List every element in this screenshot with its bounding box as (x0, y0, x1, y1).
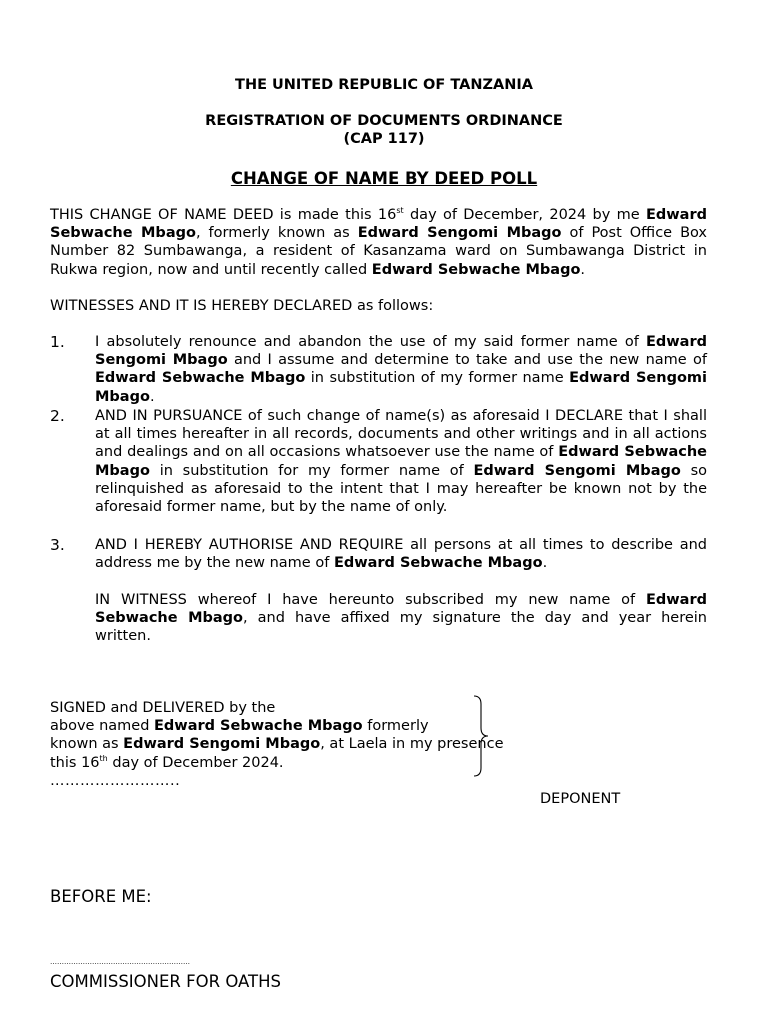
signed-line-1: SIGNED and DELIVERED by the (50, 700, 276, 716)
signed-line-3: known as Edward Sengomi Mbago, at Laela in my presence (50, 736, 504, 753)
signed-line-4: this 16th day of December 2024. (50, 753, 284, 771)
before-me-label: BEFORE ME: (50, 887, 152, 906)
commissioner-label: COMMISSIONER FOR OATHS (50, 972, 281, 991)
signed-block (50, 699, 530, 790)
item-1: I absolutely renounce and abandon the use of my said former name of Edward Sengomi Mbago and I assume and determine to take and use the new name of Edward Sebwache Mbago in substitution of my former name Edward Sengomi Mbago. (95, 334, 707, 405)
signed-line-2: above named Edward Sebwache Mbago formerly (50, 718, 429, 735)
signature-dots: …………………….. (50, 772, 181, 789)
declaration-line: WITNESSES AND IT IS HEREBY DECLARED as follows: (50, 298, 434, 314)
right-brace-icon (470, 694, 492, 778)
deponent-label: DEPONENT (540, 791, 621, 807)
item-number-1: 1. (50, 333, 65, 351)
item-2: AND IN PURSUANCE of such change of name(s) as aforesaid I DECLARE that I shall at all times hereafter in all records, documents and other writings and in all actions and dealings and on all occasions whatsoever use the name of Edward Sebwache Mbago in substitution for my former name of Edward Sengomi Mbago so relinquished as aforesaid to the intent that I may hereafter be known not by the aforesaid former name, but by the name of only. (95, 408, 708, 516)
item-3: AND I HEREBY AUTHORISE AND REQUIRE all persons at all times to describe and address me by the new name of Edward Sebwache Mbago. (95, 537, 707, 572)
witness-paragraph: IN WITNESS whereof I have hereunto subscribed my new name of Edward Sebwache Mbago, and have affixed my signature the day and year herein written. (95, 592, 707, 645)
item-number-3: 3. (50, 536, 65, 554)
commissioner-signature-line: …………………………………………………… (50, 958, 190, 966)
republic-heading: THE UNITED REPUBLIC OF TANZANIA (235, 77, 533, 93)
intro-paragraph: THIS CHANGE OF NAME DEED is made this 16st day of December, 2024 by me Edward Sebwache Mbago, formerly known as Edward Sengomi Mbago of Post Office Box Number 82 Sumbawanga, a resident of Kasanzama ward on Sumbawanga District in Rukwa region, now and until recently called Edward Sebwache Mbago. (50, 206, 708, 278)
cap-heading: (CAP 117) (343, 131, 425, 147)
deed-title: CHANGE OF NAME BY DEED POLL (230, 169, 538, 188)
ordinance-heading: REGISTRATION OF DOCUMENTS ORDINANCE (205, 113, 563, 129)
item-number-2: 2. (50, 407, 65, 425)
